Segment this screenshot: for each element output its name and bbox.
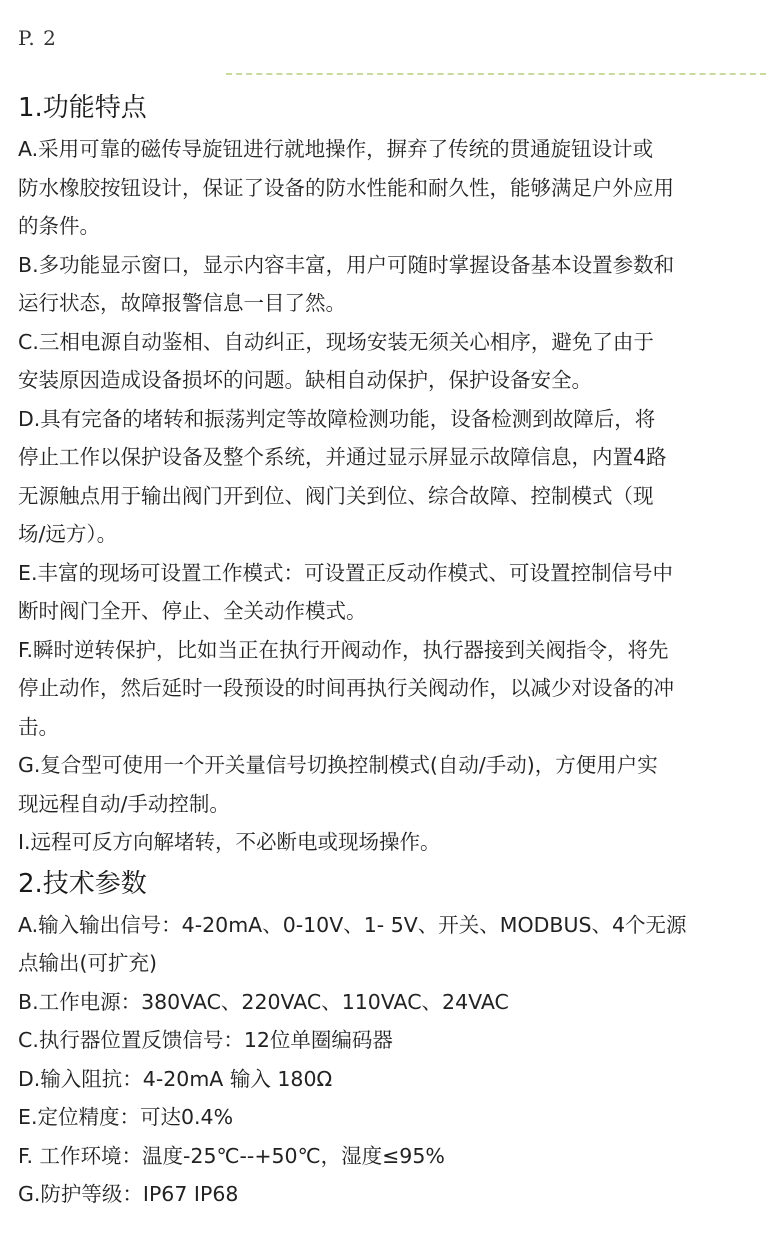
header-divider (226, 73, 766, 75)
text-line: A.输入输出信号：4-20mA、0-10V、1- 5V、开关、MODBUS、4个无源 (18, 912, 687, 937)
text-line: 运行状态，故障报警信息一目了然。 (18, 291, 346, 315)
feature-item (18, 631, 770, 747)
text-line: 防水橡胶按钮设计，保证了设备的防水性能和耐久性，能够满足户外应用 (18, 175, 674, 200)
text-line: 安装原因造成设备损坏的问题。缺相自动保护，保护设备安全。 (18, 368, 592, 392)
text-line: G.复合型可使用一个开关量信号切换控制模式(自动/手动)，方便用户实 (18, 753, 658, 777)
spec-item (18, 1098, 770, 1137)
text-line: C.三相电源自动鉴相、自动纠正，现场安装无须关心相序，避免了由于 (18, 329, 654, 354)
feature-item (18, 746, 770, 823)
text-line: 场/远方）。 (18, 522, 118, 546)
feature-item (18, 823, 770, 862)
text-line: 点输出(可扩充) (18, 951, 157, 975)
specs-list (18, 906, 770, 1214)
feature-item (18, 400, 770, 554)
text-line: D.具有完备的堵转和振荡判定等故障检测功能，设备检测到故障后，将 (18, 406, 656, 431)
section-heading-specs: 2.技术参数 (18, 868, 147, 899)
text-line: B.工作电源：380VAC、220VAC、110VAC、24VAC (18, 989, 509, 1014)
feature-item (18, 554, 770, 631)
text-line: 断时阀门全开、停止、全关动作模式。 (18, 599, 367, 623)
text-line: A.采用可靠的磁传导旋钮进行就地操作，摒弃了传统的贯通旋钮设计或 (18, 137, 654, 161)
spec-item (18, 1175, 770, 1214)
text-line: E.定位精度：可达0.4% (18, 1105, 234, 1129)
spec-item (18, 1137, 770, 1176)
text-line: F.瞬时逆转保护，比如当正在执行开阀动作，执行器接到关阀指令，将先 (18, 637, 669, 662)
spec-item (18, 906, 770, 983)
text-line: 击。 (18, 714, 59, 739)
text-line: C.执行器位置反馈信号：12位单圈编码器 (18, 1028, 393, 1052)
text-line: 现远程自动/手动控制。 (18, 791, 230, 816)
text-line: 停止工作以保护设备及整个系统，并通过显示屏显示故障信息，内置4路 (18, 445, 667, 469)
feature-item (18, 246, 770, 323)
page-number: P. 2 (18, 26, 57, 50)
text-line: B.多功能显示窗口，显示内容丰富，用户可随时掌握设备基本设置参数和 (18, 252, 675, 277)
text-line: 的条件。 (18, 214, 100, 238)
spec-item (18, 1060, 770, 1099)
text-line: E.丰富的现场可设置工作模式：可设置正反动作模式、可设置控制信号中 (18, 560, 673, 585)
text-line: D.输入阻抗：4-20mA 输入 180Ω (18, 1066, 333, 1091)
document-body (18, 86, 770, 1214)
features-list (18, 130, 770, 862)
spec-item (18, 983, 770, 1022)
text-line: G.防护等级：IP67 IP68 (18, 1182, 239, 1206)
feature-item (18, 130, 770, 246)
text-line: 停止动作，然后延时一段预设的时间再执行关阀动作，以减少对设备的冲 (18, 676, 674, 700)
feature-item (18, 323, 770, 400)
spec-item (18, 1021, 770, 1060)
text-line: I.远程可反方向解堵转，不必断电或现场操作。 (18, 830, 441, 854)
text-line: F. 工作环境：温度-25℃--+50℃，湿度≤95% (18, 1143, 445, 1168)
text-line: 无源触点用于输出阀门开到位、阀门关到位、综合故障、控制模式（现 (18, 483, 654, 508)
section-heading-features: 1.功能特点 (18, 93, 147, 123)
